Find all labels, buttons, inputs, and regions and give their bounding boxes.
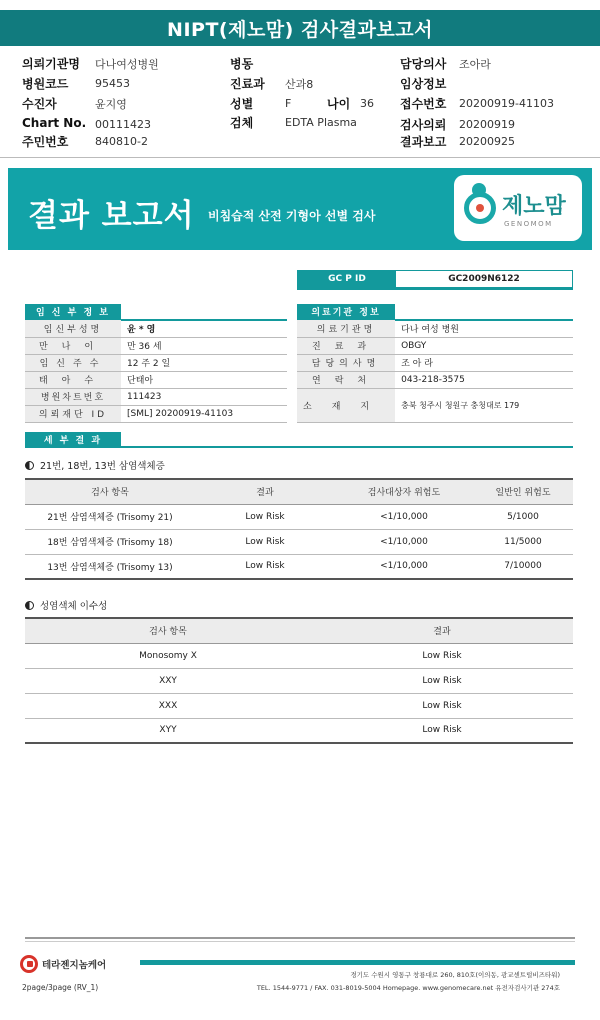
hospital-code-value: 95453: [95, 77, 130, 90]
report-date-label: 결과보고: [400, 135, 447, 149]
patient-name-label: 수진자: [22, 97, 57, 111]
contact-label: 연락처: [297, 371, 395, 388]
resident-no-value: 840810-2: [95, 135, 148, 148]
table-row: [297, 320, 573, 337]
table-row: [25, 668, 573, 693]
contact-value: 043-218-3575: [395, 371, 573, 388]
department-value: 산과8: [285, 78, 314, 91]
institution-info-table: [297, 320, 573, 423]
trisomy13-result: Low Risk: [195, 554, 335, 579]
institution-name-label: 의료기관명: [297, 320, 395, 337]
table-row: [25, 337, 287, 354]
report-date-value: 20200925: [459, 135, 515, 148]
table-row: [297, 354, 573, 371]
company-logo: [20, 955, 106, 973]
trisomy21-subject-risk: <1/10,000: [335, 504, 473, 529]
logo-text: 제노맘: [502, 194, 566, 219]
pregnant-name-label: 임신부성명: [25, 320, 121, 337]
col-subject-risk: 검사대상자 위험도: [335, 479, 473, 504]
xyy-item: XYY: [25, 718, 311, 743]
foundation-id-label: 의뢰재단 ID: [25, 405, 121, 422]
request-date-label: 검사의뢰: [400, 118, 447, 132]
company-contact: TEL. 1544-9771 / FAX. 031-8019-5004 Homepage. www.genomecare.net 유전자검사기관 274호: [256, 984, 560, 992]
half-circle-icon: [25, 601, 34, 610]
gc-pid-label: GC P ID: [298, 271, 396, 287]
ward-label: 병동: [230, 57, 254, 71]
receipt-no-value: 20200919-41103: [459, 97, 554, 110]
doctor-value: 조아라: [459, 58, 491, 71]
genomom-logo: [454, 175, 582, 241]
detail-result-tab: 세 부 결 과: [25, 432, 121, 447]
patient-name-value: 윤지영: [95, 98, 127, 111]
table-row: [297, 388, 573, 422]
detail-result-underline: [25, 446, 573, 448]
trisomy-result-table: [25, 478, 573, 580]
chart-no-label: Chart No.: [22, 116, 87, 130]
report-banner: [8, 168, 592, 250]
sex-value: F: [285, 97, 292, 110]
hospital-code-label: 병원코드: [22, 77, 69, 91]
age-row-label: 만나이: [25, 337, 121, 354]
institution-value: 다나여성병원: [95, 58, 159, 71]
table-row: [25, 405, 287, 422]
company-address: 경기도 수원시 영통구 창룡대로 260, 810호(이의동, 광교센트럴비즈타워): [350, 971, 560, 979]
trisomy21-result: Low Risk: [195, 504, 335, 529]
table-row: [25, 504, 573, 529]
col-test-item: 검사 항목: [25, 479, 195, 504]
header-divider: [0, 157, 600, 158]
monosomy-x-item: Monosomy X: [25, 643, 311, 668]
table-header-row: [25, 479, 573, 504]
company-logo-icon: [20, 955, 38, 973]
pregnant-name-value: 윤 * 영: [121, 320, 287, 337]
age-row-value: 만 36 세: [121, 337, 287, 354]
resident-no-label: 주민번호: [22, 135, 69, 149]
xxy-result: Low Risk: [311, 668, 573, 693]
doctor-name-label: 담당의사명: [297, 354, 395, 371]
col-general-risk: 일반인 위험도: [473, 479, 573, 504]
footer-divider: [25, 937, 575, 939]
gestation-value: 12 주 2 일: [121, 354, 287, 371]
xyy-result: Low Risk: [311, 718, 573, 743]
logo-head-icon: [472, 183, 486, 197]
trisomy13-subject-risk: <1/10,000: [335, 554, 473, 579]
trisomy13-general-risk: 7/10000: [473, 554, 573, 579]
trisomy21-general-risk: 5/1000: [473, 504, 573, 529]
specimen-value: EDTA Plasma: [285, 116, 357, 129]
trisomy18-item: 18번 삼염색체증 (Trisomy 18): [25, 529, 195, 554]
trisomy18-result: Low Risk: [195, 529, 335, 554]
table-row: [25, 554, 573, 579]
institution-name-value: 다나 여성 병원: [395, 320, 573, 337]
xxx-item: XXX: [25, 693, 311, 718]
sex-chromosome-heading: [25, 598, 107, 612]
gestation-label: 임신주수: [25, 354, 121, 371]
foundation-id-value: [SML] 20200919-41103: [121, 405, 287, 422]
table-row: [25, 388, 287, 405]
pregnant-info-tab: 임 신 부 정 보: [25, 304, 121, 319]
chart-number-label: 병원차트번호: [25, 388, 121, 405]
gc-pid-box: [297, 270, 573, 288]
sex-chromosome-result-table: [25, 617, 573, 744]
receipt-no-label: 접수번호: [400, 97, 447, 111]
institution-label: 의뢰기관명: [22, 57, 80, 71]
col-result: 결과: [195, 479, 335, 504]
table-row: [297, 371, 573, 388]
institution-info-tab: 의료기관 정보: [297, 304, 395, 319]
trisomy13-item: 13번 삼염색체증 (Trisomy 13): [25, 554, 195, 579]
table-header-row: [25, 618, 573, 643]
company-name: 테라젠지놈케어: [42, 960, 107, 971]
banner-title: 결과 보고서: [28, 198, 195, 234]
trisomy-heading: [25, 458, 165, 472]
table-row: [25, 354, 287, 371]
monosomy-x-result: Low Risk: [311, 643, 573, 668]
table-row: [25, 718, 573, 743]
table-row: [25, 529, 573, 554]
doctor-label: 담당의사: [400, 57, 447, 71]
doctor-name-value: 조 아 라: [395, 354, 573, 371]
page-number: 2page/3page (RV_1): [22, 983, 99, 992]
sex-label: 성별: [230, 97, 254, 111]
col-result: 결과: [311, 618, 573, 643]
specimen-label: 검체: [230, 116, 254, 130]
logo-dot-icon: [476, 204, 484, 212]
chart-no-value: 00111423: [95, 118, 151, 131]
xxx-result: Low Risk: [311, 693, 573, 718]
gc-pid-value: GC2009N6122: [448, 274, 520, 284]
fetus-count-label: 태아수: [25, 371, 121, 388]
footer-divider-thin: [25, 941, 575, 942]
department-label: 진료과: [230, 77, 265, 91]
table-row: [25, 320, 287, 337]
trisomy18-general-risk: 11/5000: [473, 529, 573, 554]
trisomy-heading-text: 21번, 18번, 13번 삼염색체증: [40, 461, 165, 472]
report-title: NIPT(제노맘) 검사결과보고서: [0, 10, 600, 46]
footer-accent-bar: [140, 960, 575, 965]
table-row: [25, 643, 573, 668]
logo-subtext: GENOMOM: [504, 220, 553, 228]
sex-chromosome-heading-text: 성염색체 이수성: [40, 601, 108, 612]
col-test-item: 검사 항목: [25, 618, 311, 643]
location-label: 소재지: [297, 388, 395, 422]
location-value: 충북 청주시 청원구 충청대로 179: [395, 388, 573, 422]
clinic-dept-value: OBGY: [395, 337, 573, 354]
gc-pid-underline: [297, 288, 573, 290]
trisomy18-subject-risk: <1/10,000: [335, 529, 473, 554]
table-row: [25, 371, 287, 388]
age-label: 나이: [327, 97, 351, 111]
request-date-value: 20200919: [459, 118, 515, 131]
clinic-dept-label: 진료과: [297, 337, 395, 354]
chart-number-value: 111423: [121, 388, 287, 405]
clinical-info-label: 임상정보: [400, 77, 447, 91]
xxy-item: XXY: [25, 668, 311, 693]
half-circle-icon: [25, 461, 34, 470]
table-row: [25, 693, 573, 718]
age-value: 36: [360, 97, 374, 110]
trisomy21-item: 21번 삼염색체증 (Trisomy 21): [25, 504, 195, 529]
fetus-count-value: 단태아: [121, 371, 287, 388]
table-row: [297, 337, 573, 354]
banner-subtitle: 비침습적 산전 기형아 선별 검사: [208, 209, 376, 223]
pregnant-info-table: [25, 320, 287, 423]
